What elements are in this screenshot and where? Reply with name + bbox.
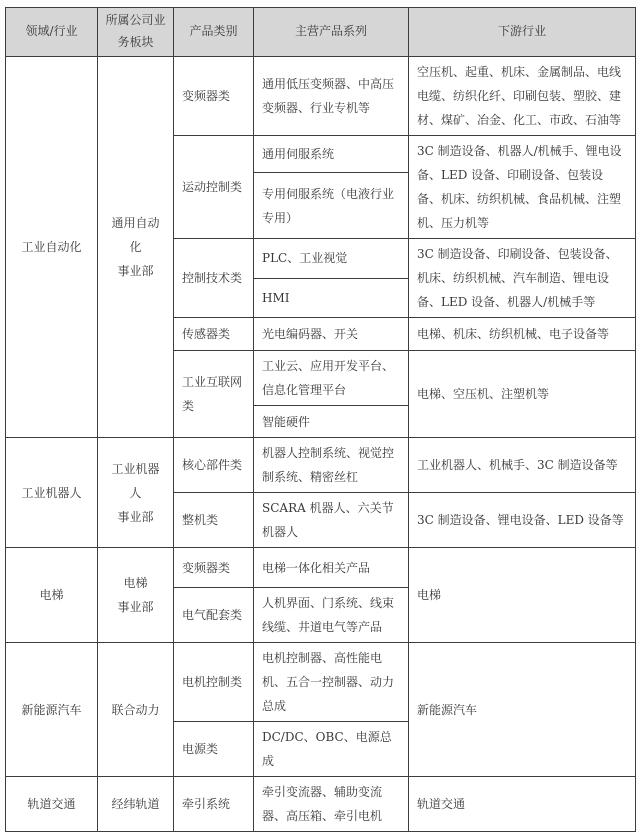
domain-cell: 轨道交通 <box>6 777 98 832</box>
division-line: 事业部 <box>117 509 154 524</box>
header-cell-division: 所属公司业务板块 <box>98 8 174 57</box>
table-header-row <box>6 8 636 57</box>
domain-cell: 工业机器人 <box>6 438 98 548</box>
products-cell: 牵引变流器、辅助变流器、高压箱、牵引电机 <box>254 777 409 832</box>
downstream-cell: 新能源汽车 <box>409 643 636 777</box>
category-cell: 变频器类 <box>174 57 254 136</box>
category-cell: 工业互联网类 <box>174 351 254 438</box>
division-line: 事业部 <box>117 600 154 614</box>
header-cell-products: 主营产品系列 <box>254 8 409 57</box>
category-cell: 传感器类 <box>174 318 254 351</box>
division-line: 电梯 <box>123 576 148 590</box>
category-cell: 电源类 <box>174 722 254 777</box>
products-cell: 工业云、应用开发平台、信息化管理平台 <box>254 351 409 406</box>
downstream-cell: 轨道交通 <box>409 777 636 832</box>
products-cell: 电梯一体化相关产品 <box>254 548 409 588</box>
products-cell: 电机控制器、高性能电机、五合一控制器、动力总成 <box>254 643 409 722</box>
table-row <box>6 438 636 493</box>
products-cell: PLC、工业视觉 <box>254 239 409 279</box>
category-cell: 核心部件类 <box>174 438 254 493</box>
division-cell <box>98 548 174 643</box>
header-cell-category: 产品类别 <box>174 8 254 57</box>
division-line: 联合动力 <box>111 702 160 717</box>
division-cell <box>98 57 174 438</box>
domain-cell: 电梯 <box>6 548 98 643</box>
division-cell <box>98 777 174 832</box>
category-cell: 运动控制类 <box>174 136 254 239</box>
downstream-cell: 电梯、空压机、注塑机等 <box>409 351 636 438</box>
category-cell: 电气配套类 <box>174 588 254 643</box>
downstream-cell: 电梯、机床、纺织机械、电子设备等 <box>409 318 636 351</box>
category-cell: 牵引系统 <box>174 777 254 832</box>
business-table <box>5 7 636 832</box>
table-row <box>6 643 636 722</box>
category-cell: 变频器类 <box>174 548 254 588</box>
products-cell: HMI <box>254 278 409 318</box>
category-cell: 电机控制类 <box>174 643 254 722</box>
products-cell: 光电编码器、开关 <box>254 318 409 351</box>
products-cell: SCARA 机器人、六关节机器人 <box>254 493 409 548</box>
category-cell: 整机类 <box>174 493 254 548</box>
domain-cell: 新能源汽车 <box>6 643 98 777</box>
category-cell: 控制技术类 <box>174 239 254 318</box>
table-row <box>6 548 636 588</box>
division-line: 工业机器人 <box>111 461 160 500</box>
products-cell: 通用伺服系统 <box>254 136 409 173</box>
downstream-cell: 3C 制造设备、印刷设备、包装设备、机床、纺织机械、汽车制造、锂电设备、LED 设备、机器人/机械手等 <box>409 239 636 318</box>
products-cell: 人机界面、门系统、线束线缆、井道电气等产品 <box>254 588 409 643</box>
header-cell-domain: 领域/行业 <box>6 8 98 57</box>
products-cell: 通用低压变频器、中高压变频器、行业专机等 <box>254 57 409 136</box>
division-cell <box>98 438 174 548</box>
division-line: 经纬轨道 <box>111 797 160 811</box>
table-row <box>6 777 636 832</box>
products-cell: 专用伺服系统（电液行业专用） <box>254 173 409 239</box>
downstream-cell: 空压机、起重、机床、金属制品、电线电缆、纺织化纤、印刷包装、塑胶、建材、煤矿、冶金、化工、市政、石油等 <box>409 57 636 136</box>
division-line: 事业部 <box>117 264 154 278</box>
products-cell: 智能硬件 <box>254 406 409 438</box>
domain-cell: 工业自动化 <box>6 57 98 438</box>
downstream-cell: 电梯 <box>409 548 636 643</box>
division-line: 通用自动化 <box>111 216 160 254</box>
table-row <box>6 57 636 136</box>
products-cell: 机器人控制系统、视觉控制系统、精密丝杠 <box>254 438 409 493</box>
header-cell-downstream: 下游行业 <box>409 8 636 57</box>
downstream-cell: 工业机器人、机械手、3C 制造设备等 <box>409 438 636 493</box>
downstream-cell: 3C 制造设备、锂电设备、LED 设备等 <box>409 493 636 548</box>
division-cell <box>98 643 174 777</box>
downstream-cell: 3C 制造设备、机器人/机械手、锂电设备、LED 设备、印刷设备、包装设备、机床、纺织机械、食品机械、注塑机、压力机等 <box>409 136 636 239</box>
products-cell: DC/DC、OBC、电源总成 <box>254 722 409 777</box>
